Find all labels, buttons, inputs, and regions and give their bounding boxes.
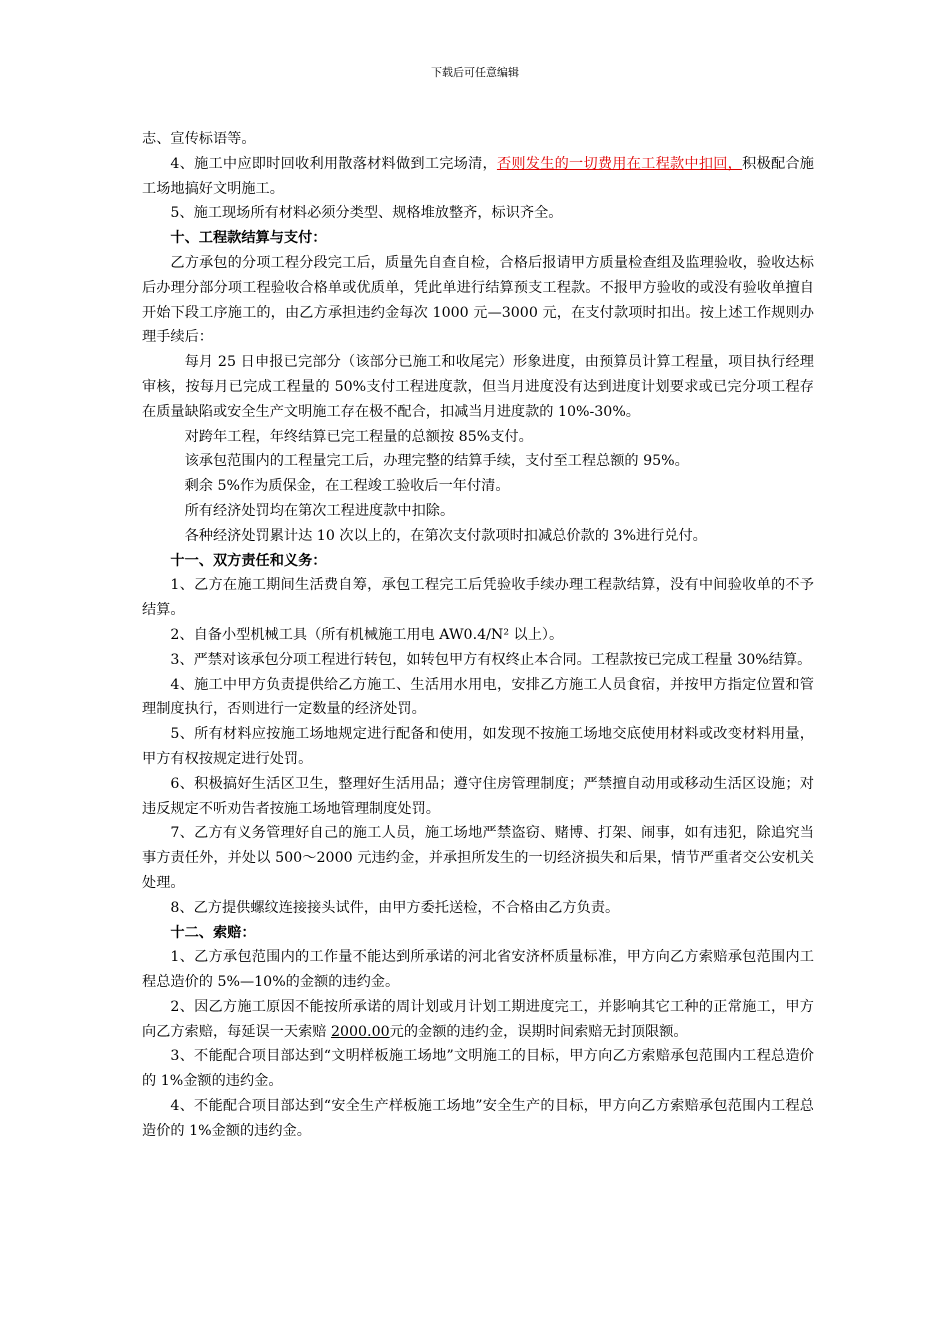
section-11-item-8: 8、乙方提供螺纹连接接头试件，由甲方委托送检，不合格由乙方负责。 [170,899,620,916]
item-4-text-a: 4、施工中应即时回收利用散落材料做到工完场清， [170,155,497,172]
item-4-text-b: 积极配合施工场地搞好文明施工。 [142,155,814,197]
section-12-item-3: 3、不能配合项目部达到“文明样板施工场地”文明施工的目标，甲方向乙方索赔承包范围内工程总造价的 1%金额的违约金。 [142,1048,814,1090]
section-12-item-4: 4、不能配合项目部达到“安全生产样板施工场地”安全生产的目标，甲方向乙方索赔承包范围内工程总造价的 1%金额的违约金。 [142,1098,814,1139]
section-10-paragraph-2: 每月 25 日申报已完部分（该部分已施工和收尾完）形象进度，由预算员计算工程量，项目执行经理审核，按每月已完成工程量的 50%支付工程进度款，但当月进度没有达到进度计划要求或已完分项工程存在质量缺陷或安全生产文明施工存在极不配合，扣减当月进度款的 10%-30%。 [142,354,814,420]
section-heading-11: 十一、双方责任和义务： [170,552,327,569]
section-10-paragraph-4: 该承包范围内的工程量完工后，办理完整的结算手续，支付至工程总额的 95%。 [184,453,689,470]
item-4-red-underlined-text: 否则发生的一切费用在工程款中扣回， [496,155,743,172]
section-10-paragraph-6: 所有经济处罚均在第次工程进度款中扣除。 [184,502,455,519]
section-12-item-2 [142,995,814,1045]
section-11-item-7: 7、乙方有义务管理好自己的施工人员，施工场地严禁盗窃、赌博、打架、闹事，如有违犯，除追究当事方责任外，并处以 500～2000 元违约金，并承担所发生的一切经济损失和后果，情节严重者交公安机关处理。 [142,825,814,891]
section-10-paragraph-7: 各种经济处罚累计达 10 次以上的，在第次支付款项时扣减总价款的 3%进行兑付。 [184,527,707,544]
section-12-item-1: 1、乙方承包范围内的工作量不能达到所承诺的河北省安济杯质量标准，甲方向乙方索赔承包范围内工程总造价的 5%—10%的金额的违约金。 [142,949,814,991]
section-10-paragraph-1: 乙方承包的分项工程分段完工后，质量先自查自检，合格后报请甲方质量检查组及监理验收，验收达标后办理分部分项工程验收合格单或优质单，凭此单进行结算预支工程款。不报甲方验收的或没有验收单擅自开始下段工序施工的，由乙方承担违约金每次 1000 元—3000 元，在支付款项时扣出。按上述工作规则办理手续后： [142,254,814,346]
item-2-text-b: 元的金额的违约金，误期时间索赔无封顶限额。 [389,1023,688,1040]
item-2-text-a: 2、因乙方施工原因不能按所承诺的周计划或月计划工期进度完工，并影响其它工种的正常施工，甲方向乙方索赔，每延误一天索赔 [142,998,814,1040]
section-11-item-4: 4、施工中甲方负责提供给乙方施工、生活用水用电，安排乙方施工人员食宿，并按甲方指定位置和管理制度执行，否则进行一定数量的经济处罚。 [142,676,814,718]
section-heading-12: 十二、索赔： [170,924,256,941]
document-body [142,127,814,1144]
paragraph-item-5: 5、施工现场所有材料必须分类型、规格堆放整齐，标识齐全。 [170,205,563,222]
section-11-item-1: 1、乙方在施工期间生活费自筹，承包工程完工后凭验收手续办理工程款结算，没有中间验收单的不予结算。 [142,577,814,619]
section-10-paragraph-5: 剩余 5%作为质保金，在工程竣工验收后一年付清。 [184,478,510,495]
penalty-amount: 2000.00 [330,1023,390,1040]
page-header: 下载后可任意编辑 [431,66,519,79]
section-11-item-3: 3、严禁对该承包分项工程进行转包，如转包甲方有权终止本合同。工程款按已完成工程量 30%结算。 [170,651,812,668]
section-10-paragraph-3: 对跨年工程，年终结算已完工程量的总额按 85%支付。 [184,428,533,445]
section-heading-10: 十、工程款结算与支付： [170,230,327,247]
paragraph-intro: 志、宣传标语等。 [142,131,256,147]
section-11-item-6: 6、积极搞好生活区卫生，整理好生活用品；遵守住房管理制度；严禁擅自动用或移动生活区设施；对违反规定不听劝告者按施工场地管理制度处罚。 [142,775,814,817]
section-11-item-5: 5、所有材料应按施工场地规定进行配备和使用，如发现不按施工场地交底使用材料或改变材料用量，甲方有权按规定进行处罚。 [142,726,814,767]
section-11-item-2: 2、自备小型机械工具（所有机械施工用电 AW0.4/N² 以上）。 [170,626,564,643]
paragraph-item-4 [142,152,814,202]
